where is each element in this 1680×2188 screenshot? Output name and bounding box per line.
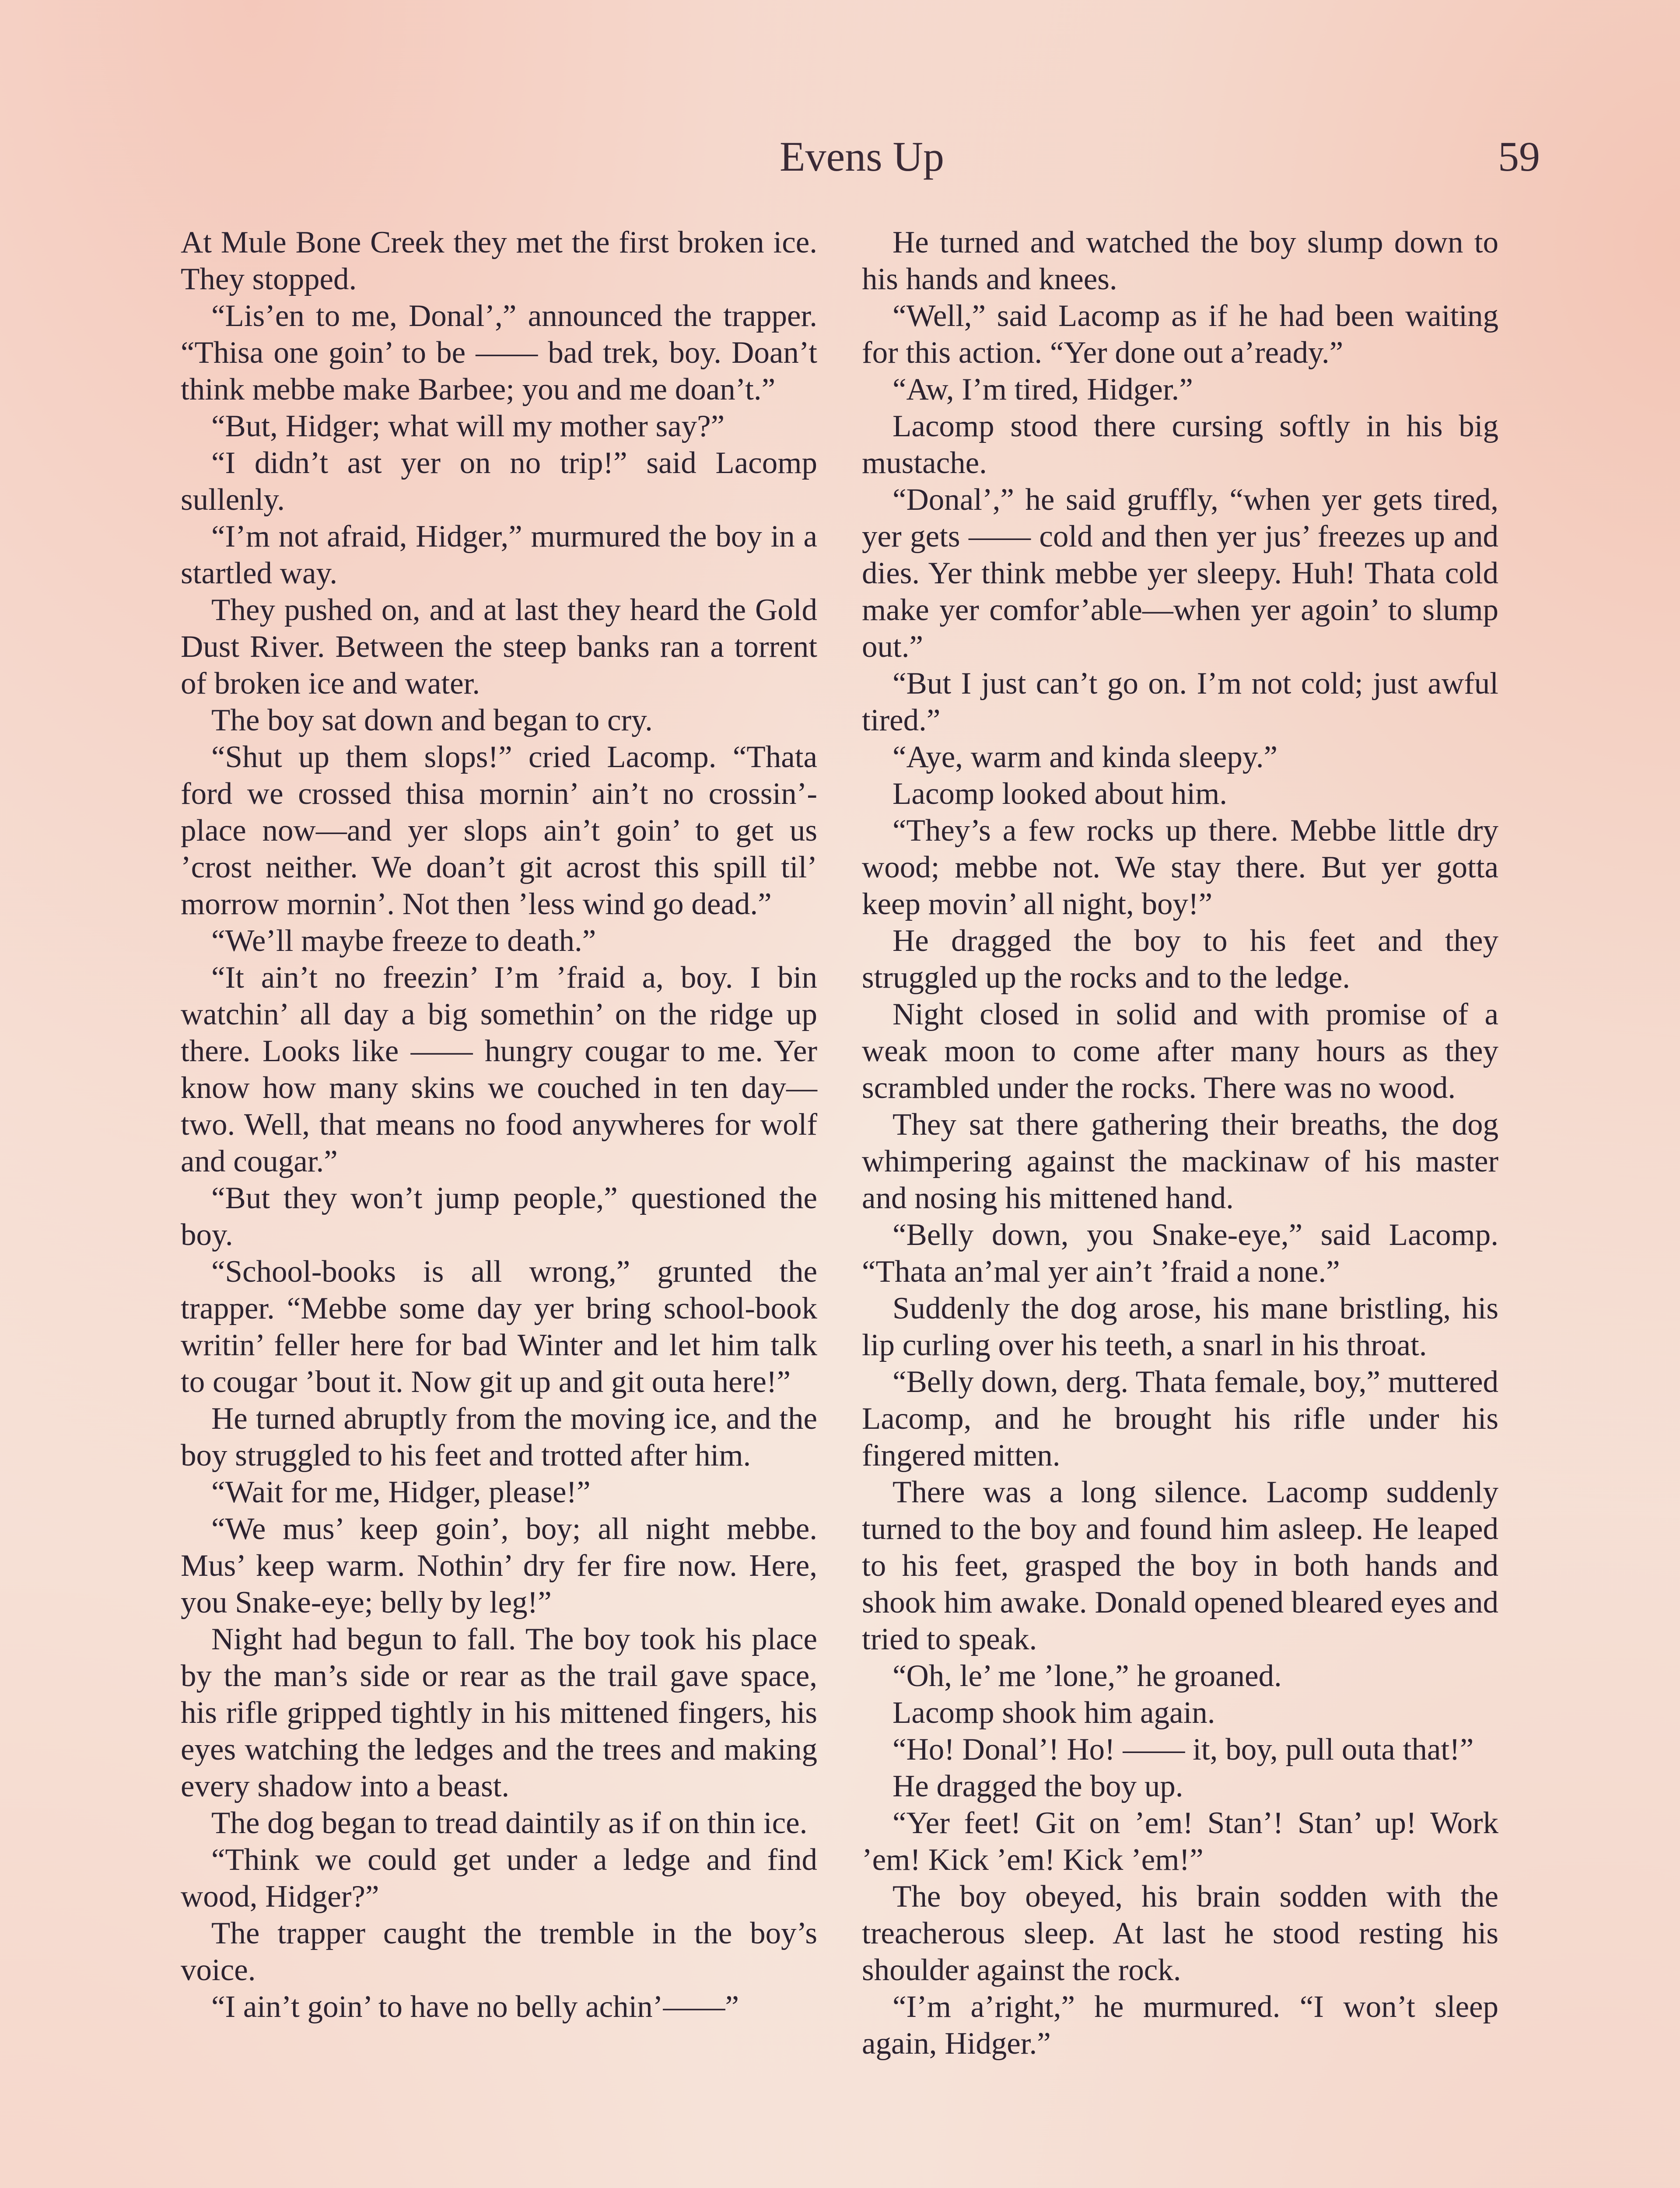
- paragraph: He dragged the boy to his feet and they struggled up the rocks and to the ledge.: [862, 924, 1498, 995]
- paragraph: “Wait for me, Hidger, please!”: [211, 1475, 591, 1509]
- paragraph: “But they won’t jump people,” questioned the boy.: [181, 1181, 817, 1252]
- page-header: [0, 126, 1680, 192]
- left-text-column: [181, 224, 817, 2025]
- paragraph: “Lis’en to me, Donal’,” announced the trapper. “Thisa one goin’ to be —— bad trek, boy. Doan’t think mebbe make Barbee; you and me doan’t.”: [181, 299, 817, 407]
- paragraph: “Ho! Donal’! Ho! —— it, boy, pull outa that!”: [892, 1732, 1474, 1767]
- paragraph: The boy sat down and began to cry.: [211, 703, 653, 737]
- paragraph: “Shut up them slops!” cried Lacomp. “Thata ford we crossed thisa mornin’ ain’t no crossin’-place now—and yer slops ain’t goin’ to get us ’crost neither. We doan’t git acrost this spill til’ morrow mornin’. Not then ’less wind go dead.”: [181, 740, 817, 921]
- paragraph: “School-books is all wrong,” grunted the trapper. “Mebbe some day yer bring school-book writin’ feller here for bad Winter and let him talk to cougar ’bout it. Now git up and git outa here!”: [181, 1255, 817, 1399]
- paragraph: They sat there gathering their breaths, the dog whimpering against the mackinaw of his master and nosing his mittened hand.: [862, 1108, 1498, 1215]
- paragraph: “Belly down, derg. Thata female, boy,” muttered Lacomp, and he brought his rifle under his fingered mitten.: [862, 1365, 1498, 1473]
- paragraph: “Think we could get under a ledge and find wood, Hidger?”: [181, 1843, 817, 1914]
- paragraph: “Oh, le’ me ’lone,” he groaned.: [892, 1659, 1282, 1693]
- paragraph: There was a long silence. Lacomp suddenly turned to the boy and found him asleep. He leaped to his feet, grasped the boy in both hands and shook him awake. Donald opened bleared eyes and tried to speak.: [862, 1475, 1499, 1656]
- paragraph: “We mus’ keep goin’, boy; all night mebbe. Mus’ keep warm. Nothin’ dry fer fire now. Here, you Snake-eye; belly by leg!”: [181, 1512, 817, 1620]
- paragraph: They pushed on, and at last they heard the Gold Dust River. Between the steep banks ran a torrent of broken ice and water.: [181, 593, 817, 701]
- paragraph: The trapper caught the tremble in the boy’s voice.: [181, 1916, 817, 1987]
- paragraph: “I’m a’right,” he murmured. “I won’t sleep again, Hidger.”: [862, 1990, 1498, 2061]
- paragraph: Suddenly the dog arose, his mane bristling, his lip curling over his teeth, a snarl in his throat.: [862, 1291, 1498, 1362]
- paragraph: At Mule Bone Creek they met the first broken ice. They stopped.: [181, 225, 817, 296]
- paragraph: The boy obeyed, his brain sodden with the treacherous sleep. At last he stood resting his shoulder against the rock.: [862, 1879, 1498, 1987]
- paragraph: “It ain’t no freezin’ I’m ’fraid a, boy. I bin watchin’ all day a big somethin’ on the ridge up there. Looks like —— hungry cougar to me. Yer know how many skins we couched in ten day—two. Well, that means no food anywheres for wolf and cougar.”: [181, 961, 817, 1178]
- paragraph: “Belly down, you Snake-eye,” said Lacomp. “Thata an’mal yer ain’t ’fraid a none.”: [862, 1218, 1498, 1289]
- page-number: 59: [1498, 133, 1540, 180]
- paragraph: “Aw, I’m tired, Hidger.”: [892, 372, 1193, 407]
- paragraph: Lacomp shook him again.: [892, 1696, 1215, 1730]
- paragraph: He turned and watched the boy slump down to his hands and knees.: [862, 225, 1498, 296]
- right-text-column: [862, 224, 1498, 2062]
- paragraph: He dragged the boy up.: [892, 1769, 1183, 1803]
- paragraph: “But, Hidger; what will my mother say?”: [211, 409, 725, 443]
- paragraph: “Yer feet! Git on ’em! Stan’! Stan’ up! Work ’em! Kick ’em! Kick ’em!”: [862, 1806, 1498, 1877]
- paragraph: “Well,” said Lacomp as if he had been waiting for this action. “Yer done out a’ready.”: [862, 299, 1498, 370]
- paragraph: “I’m not afraid, Hidger,” murmured the boy in a startled way.: [181, 519, 817, 590]
- paragraph: “Aye, warm and kinda sleepy.”: [892, 740, 1278, 774]
- paragraph: Lacomp stood there cursing softly in his big mustache.: [862, 409, 1498, 480]
- paragraph: “I didn’t ast yer on no trip!” said Lacomp sullenly.: [181, 446, 817, 517]
- paragraph: “We’ll maybe freeze to death.”: [211, 924, 596, 958]
- paragraph: He turned abruptly from the moving ice, and the boy struggled to his feet and trotted after him.: [181, 1402, 817, 1473]
- paragraph: Lacomp looked about him.: [892, 777, 1228, 811]
- paragraph: “I ain’t goin’ to have no belly achin’——”: [211, 1990, 739, 2024]
- running-title: Evens Up: [780, 133, 944, 180]
- paragraph: “But I just can’t go on. I’m not cold; just awful tired.”: [862, 666, 1498, 737]
- paragraph: “They’s a few rocks up there. Mebbe little dry wood; mebbe not. We stay there. But yer gotta keep movin’ all night, boy!”: [862, 813, 1498, 921]
- paragraph: The dog began to tread daintily as if on thin ice.: [211, 1806, 808, 1840]
- paragraph: Night had begun to fall. The boy took his place by the man’s side or rear as the trail gave space, his rifle gripped tightly in his mittened fingers, his eyes watching the ledges and the trees and making every shadow into a beast.: [181, 1622, 817, 1803]
- paragraph: “Donal’,” he said gruffly, “when yer gets tired, yer gets —— cold and then yer jus’ freezes up and dies. Yer think mebbe yer sleepy. Huh! Thata cold make yer comfor’able—when yer agoin’ to slump out.”: [862, 483, 1498, 664]
- paragraph: Night closed in solid and with promise of a weak moon to come after many hours as they scrambled under the rocks. There was no wood.: [862, 997, 1498, 1105]
